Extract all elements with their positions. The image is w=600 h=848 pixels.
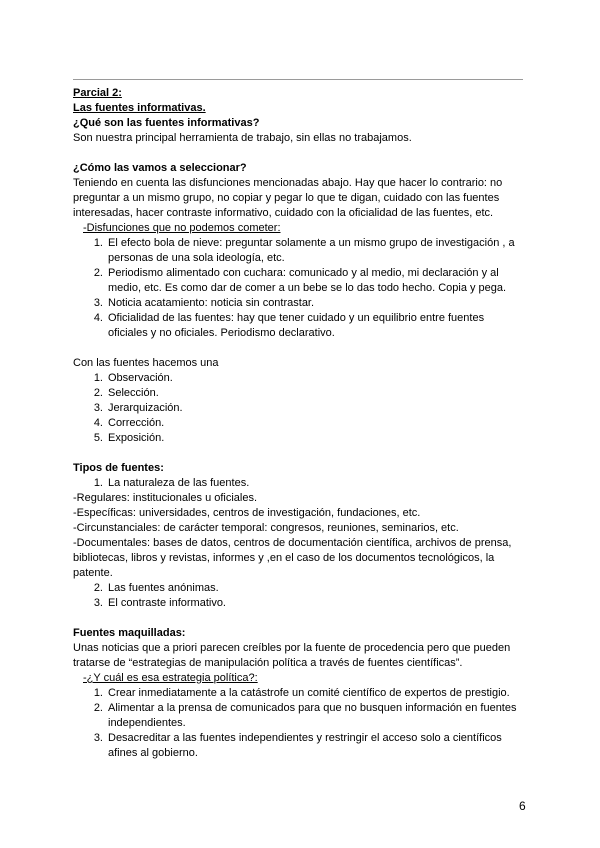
list-item — [73, 596, 525, 611]
tipos-line: patente. — [73, 567, 113, 579]
parcial-label: Parcial 2: — [73, 87, 122, 99]
list-number: 4. — [93, 312, 103, 324]
hacemos-list — [73, 371, 525, 446]
list-text: Periodismo alimentado con cuchara: comunicado y al medio, mi declaración y al — [108, 267, 499, 279]
list-item — [73, 386, 525, 401]
list-text: Selección. — [108, 387, 159, 399]
paragraph-line: Unas noticias que a priori parecen creíbles por la fuente de procedencia pero que pueden — [73, 642, 511, 654]
list-text: Observación. — [108, 372, 173, 384]
list-text: La naturaleza de las fuentes. — [108, 477, 250, 489]
list-text: Corrección. — [108, 417, 165, 429]
tipos-line: bibliotecas, libros y revistas, informes y ,en el caso de los documentos tecnológicos, la — [73, 552, 495, 564]
list-number: 2. — [93, 267, 103, 279]
list-item — [73, 371, 525, 386]
tipos-line: -Regulares: institucionales u oficiales. — [73, 492, 258, 504]
list-text: Alimentar a la prensa de comunicados para que no busquen información en fuentes — [108, 702, 517, 714]
estrategia-subheading: -¿Y cuál es esa estrategia política?: — [83, 672, 258, 684]
top-rule — [73, 79, 523, 80]
document-body — [73, 86, 525, 761]
tipos-heading: Tipos de fuentes: — [73, 462, 164, 474]
list-number: 3. — [93, 597, 103, 609]
list-number: 4. — [93, 417, 103, 429]
list-text: Jerarquización. — [108, 402, 183, 414]
document-title: Las fuentes informativas. — [73, 102, 206, 114]
list-text: Noticia acatamiento: noticia sin contrastar. — [108, 297, 315, 309]
list-item — [73, 401, 525, 416]
paragraph-line: preguntar a un mismo grupo, no copiar y pegar lo que te digan, cuidado con las fuentes — [73, 192, 500, 204]
maquilladas-heading: Fuentes maquilladas: — [73, 627, 186, 639]
list-text: Crear inmediatamente a la catástrofe un comité científico de expertos de prestigio. — [108, 687, 510, 699]
tipos-line: -Documentales: bases de datos, centros de documentación científica, archivos de prensa, — [73, 537, 512, 549]
seleccion-heading: ¿Cómo las vamos a seleccionar? — [73, 162, 247, 174]
paragraph-line: Teniendo en cuenta las disfunciones mencionadas abajo. Hay que hacer lo contrario: no — [73, 177, 503, 189]
list-item — [73, 236, 525, 266]
answer-text: Son nuestra principal herramienta de trabajo, sin ellas no trabajamos. — [73, 132, 412, 144]
tipos-line: -Específicas: universidades, centros de investigación, fundaciones, etc. — [73, 507, 421, 519]
list-number: 2. — [93, 582, 103, 594]
list-number: 3. — [93, 297, 103, 309]
list-item — [73, 431, 525, 446]
list-text: afines al gobierno. — [108, 747, 198, 759]
list-number: 3. — [93, 402, 103, 414]
list-item — [73, 296, 525, 311]
tipos-list-1 — [73, 476, 525, 491]
list-item — [73, 701, 525, 731]
list-item — [73, 581, 525, 596]
list-item — [73, 311, 525, 341]
list-text: Exposición. — [108, 432, 165, 444]
list-number: 5. — [93, 432, 103, 444]
paragraph-line: interesadas, hacer contraste informativo, cuidado con la oficialidad de las fuentes, etc. — [73, 207, 494, 219]
question-heading: ¿Qué son las fuentes informativas? — [73, 117, 260, 129]
paragraph-line: tratarse de “estrategias de manipulación política a través de fuentes científicas”. — [73, 657, 463, 669]
disfunciones-list — [73, 236, 525, 341]
list-number: 1. — [93, 237, 103, 249]
list-number: 2. — [93, 702, 103, 714]
disfunciones-subheading: -Disfunciones que no podemos cometer: — [83, 222, 281, 234]
list-item — [73, 686, 525, 701]
list-text: Las fuentes anónimas. — [108, 582, 219, 594]
list-text: independientes. — [108, 717, 186, 729]
list-text: oficiales y no oficiales. Periodismo declarativo. — [108, 327, 335, 339]
list-number: 2. — [93, 387, 103, 399]
estrategia-list — [73, 686, 525, 761]
list-item — [73, 266, 525, 296]
list-text: medio, etc. Es como dar de comer a un bebe se lo das todo hecho. Copia y pega. — [108, 282, 507, 294]
list-number: 1. — [93, 687, 103, 699]
list-text: Oficialidad de las fuentes: hay que tener cuidado y un equilibrio entre fuentes — [108, 312, 485, 324]
list-number: 1. — [93, 372, 103, 384]
tipos-list-2 — [73, 581, 525, 611]
hacemos-intro: Con las fuentes hacemos una — [73, 357, 219, 369]
list-number: 3. — [93, 732, 103, 744]
list-text: El efecto bola de nieve: preguntar solamente a un mismo grupo de investigación , a — [108, 237, 515, 249]
list-text: Desacreditar a las fuentes independientes y restringir el acceso solo a científicos — [108, 732, 502, 744]
page-number: 6 — [519, 799, 526, 813]
list-item — [73, 416, 525, 431]
tipos-line: -Circunstanciales: de carácter temporal: congresos, reuniones, seminarios, etc. — [73, 522, 459, 534]
list-text: El contraste informativo. — [108, 597, 226, 609]
list-number: 1. — [93, 477, 103, 489]
list-text: personas de una sola ideología, etc. — [108, 252, 285, 264]
list-item — [73, 731, 525, 761]
list-item — [73, 476, 525, 491]
